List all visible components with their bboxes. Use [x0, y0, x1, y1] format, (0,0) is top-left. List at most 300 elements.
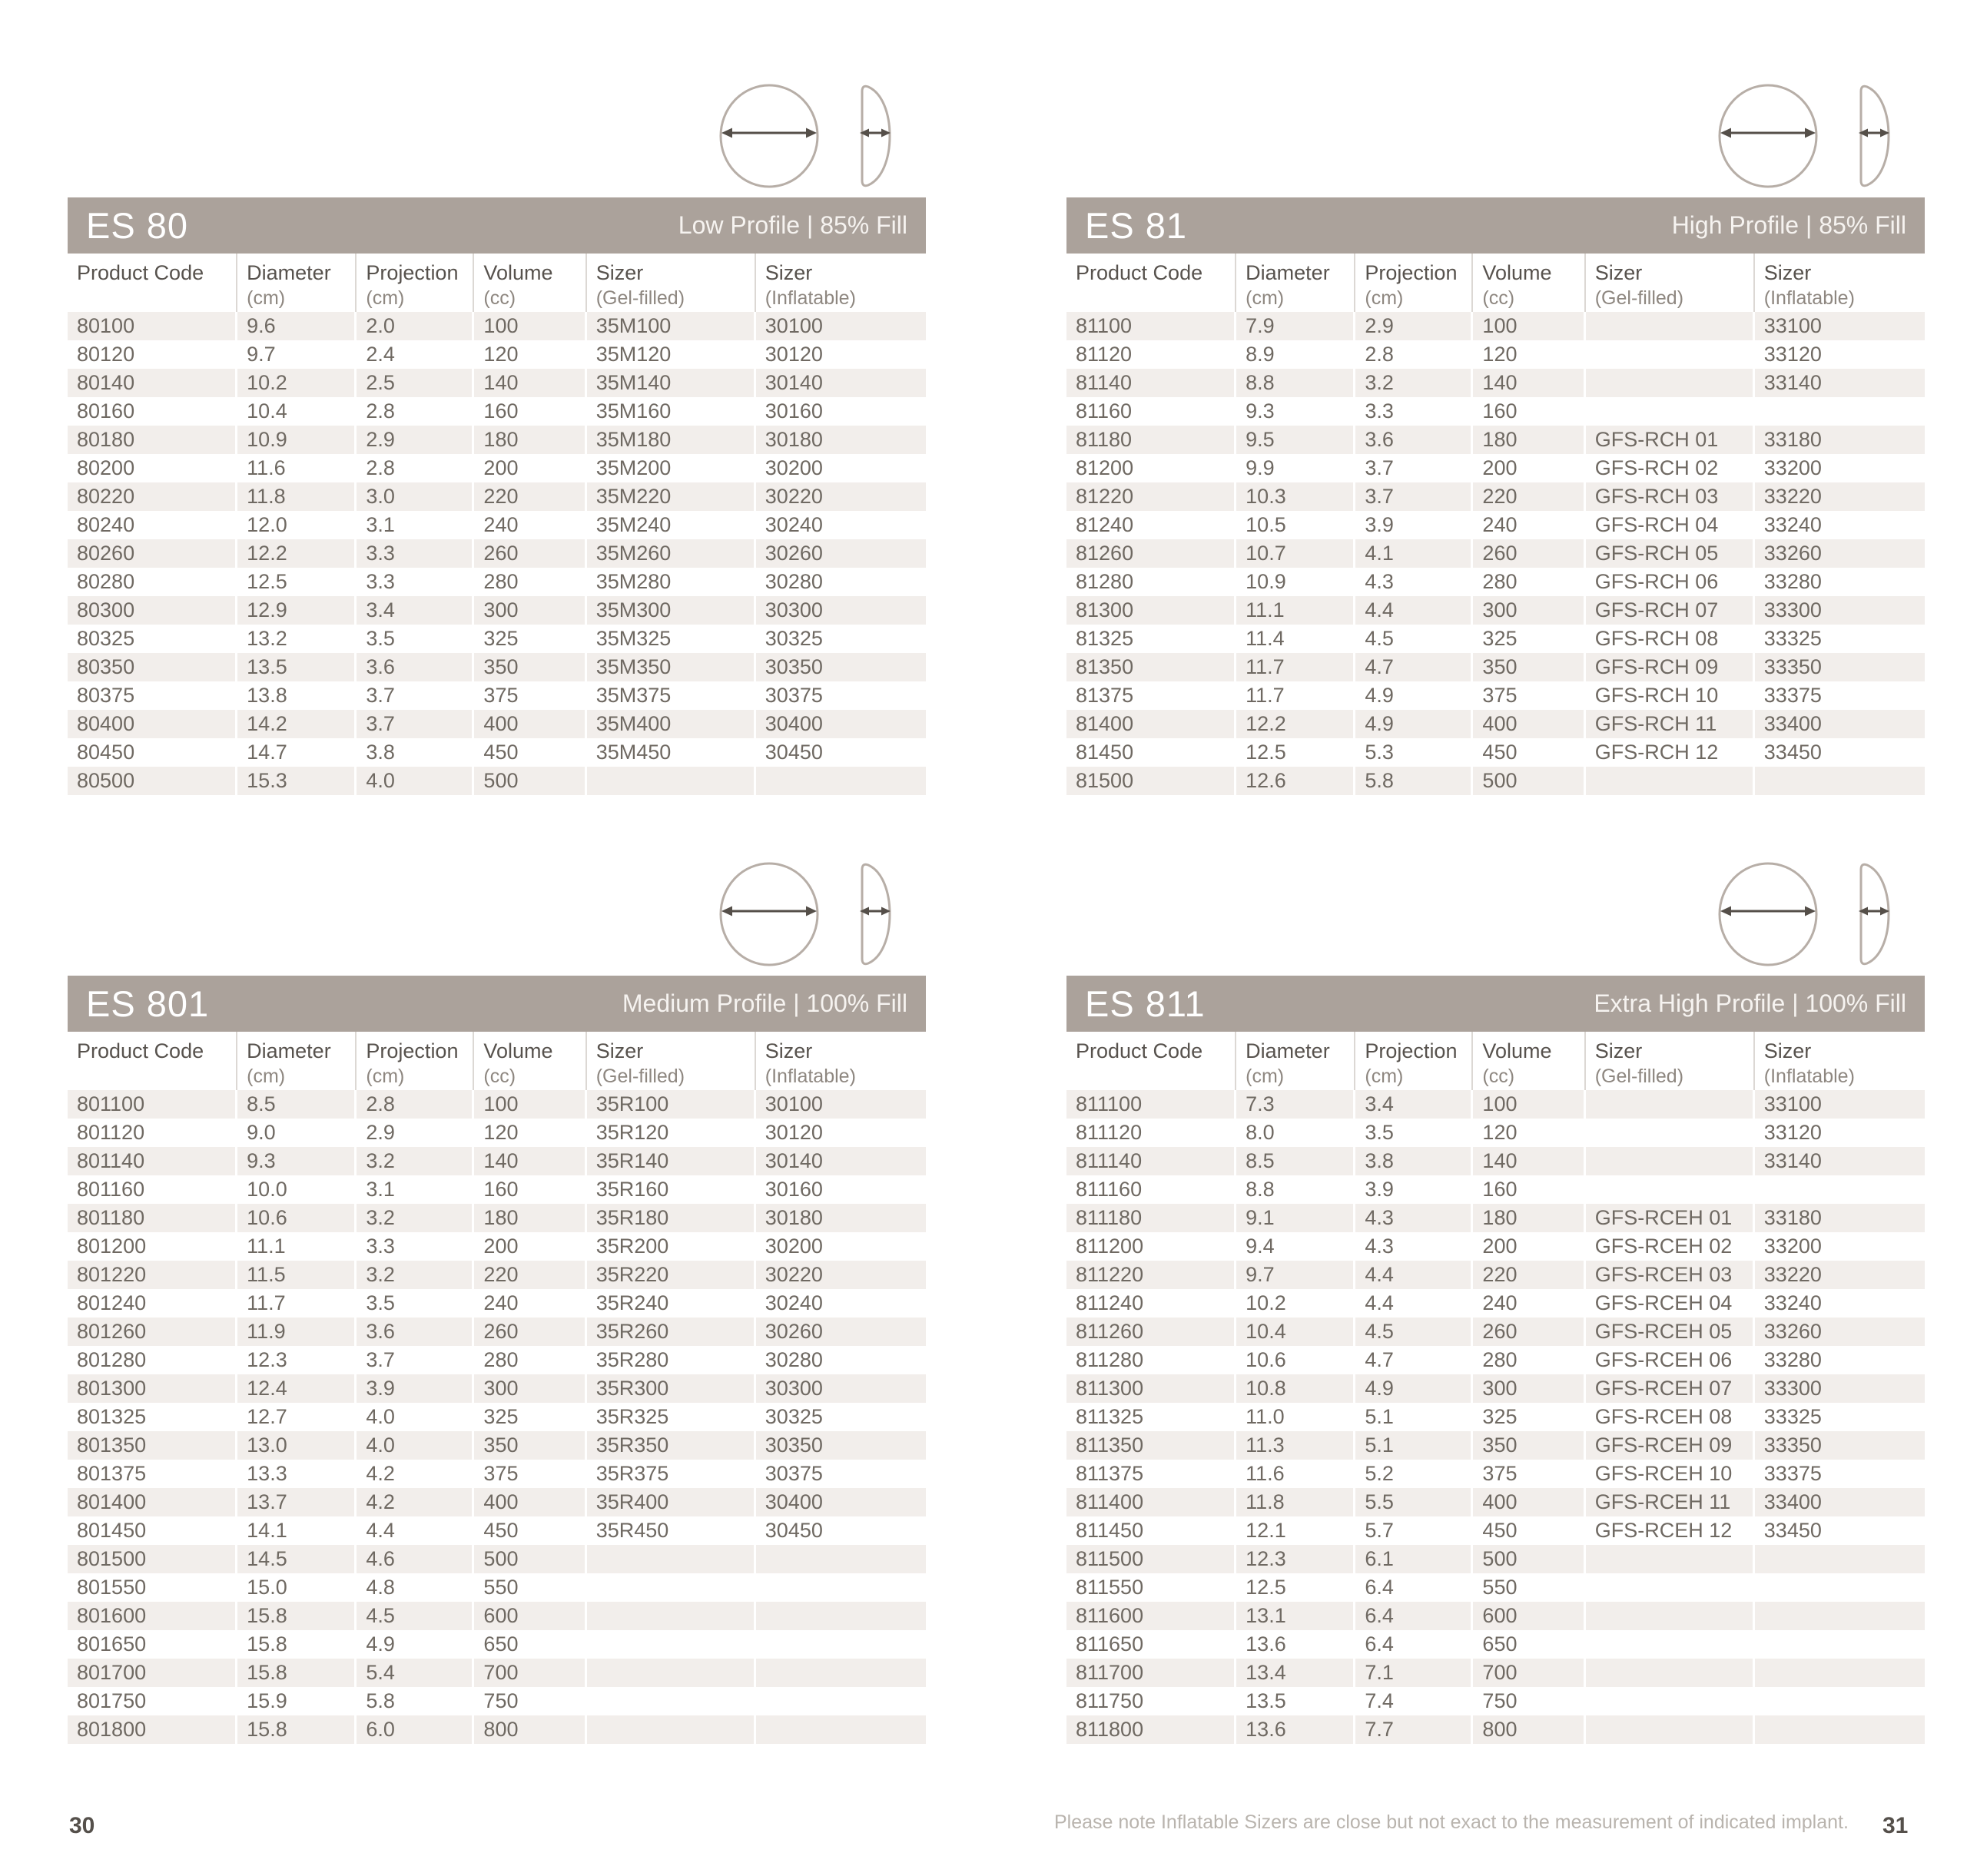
table-cell: 100 — [474, 1090, 586, 1119]
page-number-right: 31 — [1882, 1813, 1909, 1838]
table-cell: 180 — [1473, 426, 1585, 454]
table-cell: 801500 — [68, 1545, 237, 1573]
table-cell: GFS-RCEH 06 — [1586, 1346, 1755, 1374]
table-cell: 81220 — [1066, 482, 1236, 511]
table-cell — [1586, 1119, 1755, 1147]
table-cell — [587, 1659, 756, 1687]
table-cell: 811280 — [1066, 1346, 1236, 1374]
table-row — [68, 340, 926, 369]
table-cell: 400 — [1473, 710, 1585, 738]
table-cell: 350 — [474, 653, 586, 681]
table-cell: 4.9 — [1355, 710, 1473, 738]
table-cell: 4.0 — [357, 1403, 474, 1431]
table-cell: 12.5 — [1236, 738, 1355, 767]
table-cell: 200 — [474, 454, 586, 482]
table-cell: 800 — [1473, 1715, 1585, 1744]
table-cell — [587, 1630, 756, 1659]
table-cell: 35M160 — [587, 397, 756, 426]
column-header — [357, 254, 474, 312]
table-cell: 81200 — [1066, 454, 1236, 482]
table-header-row — [1066, 254, 1925, 312]
table-cell: 811375 — [1066, 1460, 1236, 1488]
table-cell: 33180 — [1763, 428, 1822, 451]
table-cell: 9.4 — [1236, 1232, 1355, 1261]
page-number-left: 30 — [69, 1813, 95, 1838]
table-subtitle: Extra High Profile | 100% Fill — [1594, 989, 1906, 1017]
table-cell: 140 — [1473, 1147, 1585, 1175]
table-cell: 10.2 — [237, 369, 357, 397]
column-label: Product Code — [1076, 1039, 1203, 1062]
table-cell: 200 — [1473, 1232, 1585, 1261]
table-cell: 7.1 — [1355, 1659, 1473, 1687]
table-cell: 801600 — [68, 1602, 237, 1630]
table-cell — [587, 1545, 756, 1573]
table-cell: 4.9 — [357, 1630, 474, 1659]
table-cell: 81300 — [1066, 596, 1236, 625]
table-row — [1066, 1232, 1925, 1261]
table-cell: 80450 — [68, 738, 237, 767]
table-cell: 2.8 — [357, 397, 474, 426]
table-cell: GFS-RCEH 03 — [1586, 1261, 1755, 1289]
table-cell: GFS-RCH 07 — [1586, 596, 1755, 625]
table-title: ES 801 — [86, 983, 210, 1024]
table-cell: 80500 — [68, 767, 237, 795]
table-cell: 5.8 — [1355, 767, 1473, 795]
table-cell: 3.4 — [1355, 1090, 1473, 1119]
table-cell: 8.5 — [1236, 1147, 1355, 1175]
table-cell: 80180 — [68, 426, 237, 454]
table-cell: 3.3 — [357, 1232, 474, 1261]
table-cell: 80260 — [68, 539, 237, 568]
column-label: Sizer — [765, 1039, 813, 1062]
table-cell — [756, 1573, 926, 1602]
table-cell: 400 — [474, 1488, 586, 1516]
column-unit: (cm) — [1365, 1066, 1404, 1087]
column-label: Diameter — [1246, 1039, 1330, 1062]
table-cell: 3.1 — [357, 511, 474, 539]
table-cell: 30160 — [765, 399, 823, 423]
column-label: Sizer — [1594, 261, 1643, 284]
table-cell: 801650 — [68, 1630, 237, 1659]
table-cell: 2.9 — [1355, 312, 1473, 340]
table-cell — [1586, 1545, 1755, 1573]
table-cell: 500 — [474, 767, 586, 795]
table-cell: 811260 — [1066, 1318, 1236, 1346]
table-cell: 4.9 — [1355, 681, 1473, 710]
table-cell: 220 — [474, 482, 586, 511]
table-row — [68, 369, 926, 397]
column-unit: (cc) — [483, 1066, 516, 1087]
table-cell: 5.1 — [1355, 1403, 1473, 1431]
implant-diameter-diagram-icon — [1717, 82, 1820, 190]
column-unit: (cm) — [366, 287, 405, 309]
table-cell: 10.9 — [1236, 568, 1355, 596]
table-cell: 35M375 — [587, 681, 756, 710]
table-cell: 81140 — [1066, 369, 1236, 397]
table-cell: 801140 — [68, 1147, 237, 1175]
table-cell: 12.9 — [237, 596, 357, 625]
table-cell: 2.5 — [357, 369, 474, 397]
table-cell: 801180 — [68, 1204, 237, 1232]
column-unit: (Inflatable) — [1763, 1066, 1855, 1087]
table-title: ES 811 — [1085, 983, 1206, 1024]
table-cell: 4.0 — [357, 767, 474, 795]
table-cell: 3.0 — [357, 482, 474, 511]
table-cell: 811220 — [1066, 1261, 1236, 1289]
table-cell: 80375 — [68, 681, 237, 710]
column-unit: (Inflatable) — [765, 287, 856, 309]
table-cell: 10.6 — [1236, 1346, 1355, 1374]
table-cell: 30280 — [765, 1348, 823, 1371]
table-row — [68, 1175, 926, 1204]
table-cell: 811750 — [1066, 1687, 1236, 1715]
table-cell: 35M325 — [587, 625, 756, 653]
table-cell — [1586, 1602, 1755, 1630]
column-header — [1066, 1032, 1236, 1090]
table-cell: 811700 — [1066, 1659, 1236, 1687]
table-cell: 300 — [474, 1374, 586, 1403]
table-row — [68, 1715, 926, 1744]
table-cell: 801120 — [68, 1119, 237, 1147]
column-label: Sizer — [1763, 261, 1812, 284]
table-row — [68, 1318, 926, 1346]
table-cell: 33260 — [1763, 542, 1822, 565]
implant-projection-diagram-icon — [854, 82, 895, 190]
table-cell: 3.2 — [357, 1204, 474, 1232]
table-cell: 35M350 — [587, 653, 756, 681]
table-cell — [587, 1687, 756, 1715]
column-unit: (cm) — [247, 1066, 286, 1087]
table-cell: 35R375 — [587, 1460, 756, 1488]
table-cell: 2.4 — [357, 340, 474, 369]
column-header — [68, 1032, 237, 1090]
table-titlebar — [1066, 197, 1925, 254]
table-cell: 801280 — [68, 1346, 237, 1374]
table-cell: 35R220 — [587, 1261, 756, 1289]
column-unit: (cm) — [1246, 287, 1285, 309]
table-cell: 81350 — [1066, 653, 1236, 681]
table-cell — [1755, 1175, 1925, 1204]
table-cell: 280 — [1473, 1346, 1585, 1374]
column-label: Product Code — [77, 261, 204, 284]
table-cell — [587, 1602, 756, 1630]
table-cell: 6.1 — [1355, 1545, 1473, 1573]
table-cell: 10.2 — [1236, 1289, 1355, 1318]
table-cell: 30160 — [765, 1178, 823, 1201]
table-row — [1066, 1175, 1925, 1204]
table-cell: 3.6 — [357, 653, 474, 681]
table-cell: 30400 — [765, 1490, 823, 1513]
column-label: Projection — [366, 1039, 459, 1062]
table-cell: 35R260 — [587, 1318, 756, 1346]
table-cell: 500 — [474, 1545, 586, 1573]
column-label: Product Code — [77, 1039, 204, 1062]
table-cell: 33240 — [1763, 1291, 1822, 1314]
table-cell: 30450 — [765, 741, 823, 764]
table-cell: 35M180 — [587, 426, 756, 454]
table-panel-es811 — [1066, 860, 1925, 1744]
table-cell: 3.3 — [1355, 397, 1473, 426]
table-cell: 4.4 — [357, 1516, 474, 1545]
product-table-es81 — [1066, 254, 1925, 795]
table-cell: 33350 — [1763, 655, 1822, 678]
table-cell: 35M240 — [587, 511, 756, 539]
table-cell: 35R140 — [587, 1147, 756, 1175]
table-cell: 33260 — [1763, 1320, 1822, 1343]
table-cell: 325 — [474, 625, 586, 653]
table-cell: 220 — [1473, 482, 1585, 511]
table-row — [1066, 1545, 1925, 1573]
table-row — [68, 454, 926, 482]
table-cell: 11.8 — [237, 482, 357, 511]
table-cell: 240 — [474, 1289, 586, 1318]
table-cell: 80100 — [68, 312, 237, 340]
column-header — [474, 254, 586, 312]
column-header — [1236, 254, 1355, 312]
table-cell: 12.4 — [237, 1374, 357, 1403]
table-cell: 3.1 — [357, 1175, 474, 1204]
table-cell: 550 — [1473, 1573, 1585, 1602]
table-cell: 3.7 — [1355, 454, 1473, 482]
table-cell: 801350 — [68, 1431, 237, 1460]
table-cell: 35M200 — [587, 454, 756, 482]
table-cell: 13.6 — [1236, 1630, 1355, 1659]
table-row — [1066, 454, 1925, 482]
table-cell: 81375 — [1066, 681, 1236, 710]
table-cell: 3.8 — [357, 738, 474, 767]
table-row — [68, 1488, 926, 1516]
table-cell: 120 — [1473, 1119, 1585, 1147]
table-cell: 325 — [1473, 1403, 1585, 1431]
table-row — [68, 738, 926, 767]
table-cell: 100 — [1473, 312, 1585, 340]
table-cell: 4.7 — [1355, 653, 1473, 681]
table-cell: 35M100 — [587, 312, 756, 340]
table-cell: 801450 — [68, 1516, 237, 1545]
table-cell: 13.8 — [237, 681, 357, 710]
table-row — [1066, 1687, 1925, 1715]
table-cell: 4.5 — [357, 1602, 474, 1630]
table-cell: GFS-RCEH 11 — [1586, 1488, 1755, 1516]
table-cell: 2.9 — [357, 1119, 474, 1147]
table-cell: 33300 — [1763, 598, 1822, 621]
table-cell: 4.3 — [1355, 568, 1473, 596]
column-label: Sizer — [765, 261, 813, 284]
column-header — [1355, 254, 1473, 312]
table-cell: 11.6 — [1236, 1460, 1355, 1488]
table-cell: 30325 — [765, 1405, 823, 1428]
table-cell: 35R350 — [587, 1431, 756, 1460]
table-cell: 9.7 — [1236, 1261, 1355, 1289]
table-cell: 81400 — [1066, 710, 1236, 738]
table-cell — [756, 1545, 926, 1573]
table-row — [1066, 653, 1925, 681]
table-cell: 650 — [474, 1630, 586, 1659]
column-label: Product Code — [1076, 261, 1203, 284]
inflatable-sizer-footnote: Please note Inflatable Sizers are close but not exact to the measurement of indicated implant. — [1054, 1811, 1849, 1833]
table-cell: 80240 — [68, 511, 237, 539]
table-cell: 811240 — [1066, 1289, 1236, 1318]
table-row — [68, 539, 926, 568]
table-cell: 81120 — [1066, 340, 1236, 369]
table-cell: 35M300 — [587, 596, 756, 625]
table-cell: 12.3 — [1236, 1545, 1355, 1573]
column-label: Volume — [483, 261, 553, 284]
table-cell — [587, 1573, 756, 1602]
table-cell: 3.6 — [357, 1318, 474, 1346]
table-cell: 9.3 — [1236, 397, 1355, 426]
column-unit: (Inflatable) — [765, 1066, 856, 1087]
column-header — [756, 1032, 926, 1090]
table-cell — [1586, 340, 1755, 369]
table-cell: 800 — [474, 1715, 586, 1744]
table-cell: 13.5 — [1236, 1687, 1355, 1715]
column-unit: (cc) — [1482, 287, 1515, 309]
table-cell: 35R100 — [587, 1090, 756, 1119]
table-row — [1066, 1090, 1925, 1119]
table-cell: 12.2 — [1236, 710, 1355, 738]
table-cell — [587, 1715, 756, 1744]
table-cell: 811350 — [1066, 1431, 1236, 1460]
table-cell: 4.1 — [1355, 539, 1473, 568]
table-cell: 33375 — [1763, 1462, 1822, 1485]
table-row — [68, 681, 926, 710]
table-cell — [1755, 1715, 1925, 1744]
column-unit: (Gel-filled) — [1594, 287, 1684, 309]
table-cell — [1586, 1687, 1755, 1715]
table-cell: 33140 — [1763, 371, 1822, 394]
table-cell: 3.7 — [357, 710, 474, 738]
table-cell: GFS-RCH 04 — [1586, 511, 1755, 539]
table-cell: 811160 — [1066, 1175, 1236, 1204]
table-cell: 80400 — [68, 710, 237, 738]
table-row — [68, 1659, 926, 1687]
table-cell: 811600 — [1066, 1602, 1236, 1630]
table-cell: 81240 — [1066, 511, 1236, 539]
table-cell: 35M220 — [587, 482, 756, 511]
table-row — [68, 1119, 926, 1147]
table-row — [68, 1403, 926, 1431]
table-cell: 13.7 — [237, 1488, 357, 1516]
table-cell: 35R450 — [587, 1516, 756, 1545]
table-cell: 11.3 — [1236, 1431, 1355, 1460]
table-cell: 3.9 — [1355, 511, 1473, 539]
column-header — [1236, 1032, 1355, 1090]
column-unit: (Gel-filled) — [1594, 1066, 1684, 1087]
table-cell: 811800 — [1066, 1715, 1236, 1744]
implant-projection-diagram-icon — [1853, 860, 1894, 968]
table-cell: 750 — [1473, 1687, 1585, 1715]
column-unit: (cm) — [1365, 287, 1404, 309]
table-cell: 30140 — [765, 371, 823, 394]
table-cell: 30120 — [765, 343, 823, 366]
table-cell — [587, 767, 756, 795]
table-cell: 8.8 — [1236, 369, 1355, 397]
table-row — [1066, 482, 1925, 511]
implant-diameter-diagram-icon — [1717, 860, 1820, 968]
column-unit: (cm) — [366, 1066, 405, 1087]
table-cell: 12.3 — [237, 1346, 357, 1374]
table-cell: 35R300 — [587, 1374, 756, 1403]
table-cell: 2.0 — [357, 312, 474, 340]
table-cell: 30260 — [765, 1320, 823, 1343]
table-row — [68, 1346, 926, 1374]
table-row — [1066, 312, 1925, 340]
table-cell — [1586, 1715, 1755, 1744]
table-cell: 180 — [474, 426, 586, 454]
table-cell: GFS-RCH 08 — [1586, 625, 1755, 653]
table-row — [68, 1232, 926, 1261]
table-cell: 30200 — [765, 456, 823, 479]
table-cell: 801550 — [68, 1573, 237, 1602]
table-cell: 300 — [1473, 596, 1585, 625]
table-cell: 3.3 — [357, 539, 474, 568]
table-cell: 13.2 — [237, 625, 357, 653]
table-cell: 11.4 — [1236, 625, 1355, 653]
table-cell: GFS-RCH 12 — [1586, 738, 1755, 767]
column-unit: (cm) — [1246, 1066, 1285, 1087]
table-cell: 11.7 — [1236, 681, 1355, 710]
table-cell: 375 — [1473, 681, 1585, 710]
table-cell: 30100 — [765, 314, 823, 337]
column-header — [587, 1032, 756, 1090]
table-cell: GFS-RCEH 01 — [1586, 1204, 1755, 1232]
table-cell: 10.9 — [237, 426, 357, 454]
table-cell — [1755, 397, 1925, 426]
table-cell: 3.5 — [357, 1289, 474, 1318]
table-cell: 9.6 — [237, 312, 357, 340]
table-cell: 35M400 — [587, 710, 756, 738]
table-cell: 6.4 — [1355, 1602, 1473, 1630]
table-cell: 3.8 — [1355, 1147, 1473, 1175]
table-cell: 650 — [1473, 1630, 1585, 1659]
table-cell: 260 — [1473, 1318, 1585, 1346]
table-cell: 30120 — [765, 1121, 823, 1144]
table-cell: 140 — [1473, 369, 1585, 397]
table-cell: 450 — [1473, 1516, 1585, 1545]
column-unit: (Gel-filled) — [595, 287, 685, 309]
column-header — [357, 1032, 474, 1090]
column-header — [756, 254, 926, 312]
table-cell: 3.2 — [1355, 369, 1473, 397]
table-cell: 11.7 — [237, 1289, 357, 1318]
table-cell: 801800 — [68, 1715, 237, 1744]
table-row — [1066, 681, 1925, 710]
table-cell: 811500 — [1066, 1545, 1236, 1573]
table-cell: 160 — [474, 1175, 586, 1204]
table-row — [1066, 1147, 1925, 1175]
table-cell: 801160 — [68, 1175, 237, 1204]
table-cell: 3.5 — [357, 625, 474, 653]
table-cell — [756, 1687, 926, 1715]
table-cell: 600 — [474, 1602, 586, 1630]
table-cell: 33120 — [1763, 343, 1822, 366]
table-cell: 35M260 — [587, 539, 756, 568]
table-cell: 280 — [474, 1346, 586, 1374]
table-cell — [1586, 1175, 1755, 1204]
table-cell: 9.0 — [237, 1119, 357, 1147]
table-cell: 30350 — [765, 1434, 823, 1457]
table-cell: 600 — [1473, 1602, 1585, 1630]
table-cell: 30220 — [765, 1263, 823, 1286]
table-cell: 450 — [474, 1516, 586, 1545]
table-cell: 260 — [474, 1318, 586, 1346]
table-cell: 700 — [1473, 1659, 1585, 1687]
implant-diagrams — [68, 82, 926, 197]
column-label: Diameter — [247, 1039, 331, 1062]
table-cell: 260 — [1473, 539, 1585, 568]
implant-diagrams — [1066, 82, 1925, 197]
